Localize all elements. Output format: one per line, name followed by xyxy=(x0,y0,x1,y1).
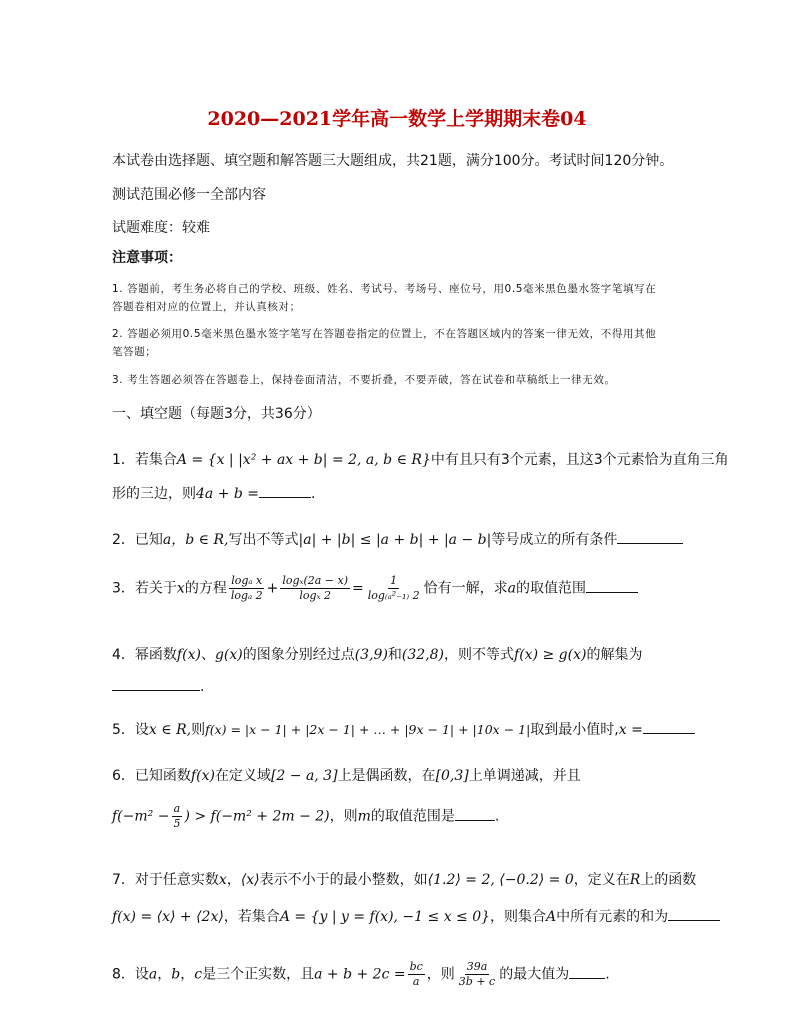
q3-fraction-2: $\frac{\text{logₓ(2a − x)}}{\text{logₓ 2}}$ xyxy=(282,574,349,602)
question-2 xyxy=(112,529,683,549)
q1-text-after: 中有且只有3个元素，且这3个元素恰为直角三角 xyxy=(430,452,729,468)
q5-answer-blank[interactable] xyxy=(643,719,695,734)
notes-heading: 注意事项： xyxy=(112,250,182,266)
q7-text-2: ，若集合 xyxy=(223,909,280,925)
q7-set: A = {y | y = f(x), −1 ≤ x ≤ 0} xyxy=(279,909,491,925)
q4-inequality: f(x) ≥ g(x) xyxy=(514,647,587,663)
intro-line: 本试卷由选择题、填空题和解答题三大题组成，共21题，满分100分。考试时间120分钟。 xyxy=(112,153,674,169)
q2-inequality: |a| + |b| ≤ |a + b| + |a − b| xyxy=(298,532,492,548)
q6-domain: [2 − a, 3] xyxy=(270,768,338,784)
q1-text-2: 形的三边，则 xyxy=(112,486,196,502)
q3-fraction-1: $\frac{\text{logₐ x}}{\text{logₐ 2}}$ xyxy=(230,574,263,602)
q7-function: f(x) = ⟨x⟩ + ⟨2x⟩ xyxy=(112,909,224,925)
q4-text-mid: 的图象分别经过点 xyxy=(242,647,355,663)
q8-comma-1: ， xyxy=(157,966,172,983)
q7-ceil: ⟨x⟩ xyxy=(240,872,260,888)
q8-fraction-2: $\frac{39a}{3b + c}$ xyxy=(458,960,496,988)
question-8: 8．设a，b，c是三个正实数，且a + b + 2c = $\frac{bc}{a}$ ，则 $\frac{39a}{3b + c}$ 的最大值为 . xyxy=(112,960,610,988)
q7-A: A xyxy=(546,909,557,925)
q5-text-after: 取到最小值时, xyxy=(530,722,619,738)
exam-title: 2020—2021学年高一数学上学期期末卷04 xyxy=(207,108,587,130)
q7-text-4: 中所有元素的和为 xyxy=(556,909,669,925)
q7-text-after: 上的函数 xyxy=(640,872,697,888)
q7-examples: ⟨1.2⟩ = 2, ⟨−0.2⟩ = 0 xyxy=(427,872,574,888)
q2-text: 2．已知 xyxy=(112,532,163,548)
question-7-line-2 xyxy=(112,906,720,926)
q4-and: 和 xyxy=(387,647,402,663)
question-7-line-1 xyxy=(112,869,696,889)
q1-set-formula: A = {x | |x² + ax + b| = 2, a, b ∈ R} xyxy=(176,452,431,468)
q8-comma-2: ， xyxy=(180,966,195,983)
q6-text-after: 上单调递减，并且 xyxy=(468,768,581,784)
question-5 xyxy=(112,719,695,739)
q2-answer-blank[interactable] xyxy=(617,529,683,544)
q3-var-a: a xyxy=(507,580,516,597)
question-4 xyxy=(112,644,642,664)
q2-text-after: 等号成立的所有条件 xyxy=(491,532,618,548)
q7-text-mid: 表示不小于的最小整数，如 xyxy=(259,872,428,888)
difficulty-line: 试题难度：较难 xyxy=(112,220,210,236)
q3-text: 3．若关于 xyxy=(112,580,177,597)
q4-answer-blank[interactable] xyxy=(112,676,200,691)
q6-var-m: m xyxy=(357,808,371,825)
q7-comma: ， xyxy=(226,872,241,888)
q6-text-mid-3: ，则 xyxy=(329,808,358,825)
q3-text-end: 的取值范围 xyxy=(515,580,586,597)
q2-vars: a，b ∈ R, xyxy=(162,532,229,548)
q6-text-end: 的取值范围是 xyxy=(370,808,455,825)
q8-a: a xyxy=(148,966,158,983)
q4-f: f(x) xyxy=(176,647,201,663)
q2-text-mid: 写出不等式 xyxy=(228,532,299,548)
q6-interval: [0,3] xyxy=(435,768,469,784)
q4-sep: 、 xyxy=(200,647,215,663)
question-1-line-1 xyxy=(112,449,729,469)
q7-text-mid-2: ，定义在 xyxy=(573,872,630,888)
q5-function: f(x) = |x − 1| + |2x − 1| + … + |9x − 1| + |10x − 1| xyxy=(205,722,531,737)
q4-text: 4．幂函数 xyxy=(112,647,177,663)
q1-text: 1．若集合 xyxy=(112,452,177,468)
q3-fraction-3: $\frac{1}{\text{log₍ₐ²₋₁₎ 2}}$ xyxy=(367,574,420,602)
q8-fraction-1: $\frac{bc}{a}$ xyxy=(409,960,423,988)
q8-answer-blank[interactable] xyxy=(569,964,605,979)
note-3-line: 3. 考生答题必须答在答题卷上，保持卷面清洁，不要折叠，不要弄破，答在试卷和草稿纸上一律无效。 xyxy=(112,374,616,386)
q8-text: 8．设 xyxy=(112,966,149,983)
q7-text: 7．对于任意实数 xyxy=(112,872,219,888)
q8-text-after: 的最大值为 xyxy=(499,966,570,983)
question-1-line-2: 形的三边，则4a + b = . xyxy=(112,483,315,503)
question-4-line-2: . xyxy=(112,676,204,695)
q3-text-after: 恰有一解，求 xyxy=(423,580,508,597)
q6-text: 6．已知函数 xyxy=(112,768,191,784)
q3-var-x: x xyxy=(176,580,185,597)
note-1-line-1: 1. 答题前，考生务必将自己的学校、班级、姓名、考试号、考场号、座位号，用0.5毫米黑色墨水签字笔填写在 xyxy=(112,283,657,295)
q8-b: b xyxy=(171,966,181,983)
q7-var-x: x xyxy=(218,872,227,888)
q5-text-mid: 则 xyxy=(191,722,206,738)
q1-expression: 4a + b = xyxy=(196,486,260,502)
note-2-line-1: 2. 答题必须用0.5毫米黑色墨水签字笔写在答题卷指定的位置上，不在答题区域内的答案一律无效，不得用其他 xyxy=(112,328,657,340)
q6-answer-blank[interactable] xyxy=(455,806,495,821)
q6-text-mid: 在定义域 xyxy=(214,768,271,784)
q7-answer-blank[interactable] xyxy=(668,906,720,921)
q5-domain: x ∈ R, xyxy=(148,722,192,738)
q8-text-mid-2: ，则 xyxy=(426,966,455,983)
note-2-line-2: 笔答题； xyxy=(112,346,157,358)
question-6-line-1 xyxy=(112,765,581,785)
q7-text-3: ，则集合 xyxy=(490,909,547,925)
q6-text-mid-2: 上是偶函数，在 xyxy=(337,768,436,784)
scope-line: 测试范围必修一全部内容 xyxy=(112,187,266,203)
note-1-line-2: 答题卷相对应的位置上，并认真核对； xyxy=(112,301,301,313)
q8-text-mid: 是三个正实数，且 xyxy=(202,966,315,983)
q4-point-1: (3,9) xyxy=(354,647,388,663)
q6-rhs: ) > f(−m² + 2m − 2) xyxy=(184,808,330,825)
q3-text-mid: 的方程 xyxy=(184,580,227,597)
q6-f: f(x) xyxy=(190,768,215,784)
q4-text-mid-2: ，则不等式 xyxy=(444,647,515,663)
q6-lhs: f(−m² − xyxy=(112,808,170,825)
q5-x-eq: x = xyxy=(618,722,643,738)
q5-text: 5．设 xyxy=(112,722,149,738)
q8-condition: a + b + 2c = xyxy=(314,966,406,983)
q1-answer-blank[interactable] xyxy=(259,483,311,498)
q6-fraction: $\frac{a}{5}$ xyxy=(173,802,181,830)
q8-c: c xyxy=(194,966,203,983)
question-6-line-2: f(−m² − $\frac{a}{5}$ ) > f(−m² + 2m − 2)，则m的取值范围是 . xyxy=(112,802,500,830)
section-heading: 一、填空题（每题3分，共36分） xyxy=(112,406,321,422)
q3-answer-blank[interactable] xyxy=(586,578,638,593)
q4-g: g(x) xyxy=(214,647,243,663)
question-3: 3．若关于x的方程 $\frac{\text{logₐ x}}{\text{logₐ 2}}$ + $\frac{\text{logₓ(2a − x)}}{\text{logₓ 2}}$ = $\frac{1}{\text{log₍ₐ²₋₁₎ 2}}$ 恰有一解，求a的取值范围 xyxy=(112,574,638,603)
q4-point-2: (32,8) xyxy=(401,647,445,663)
q4-text-after: 的解集为 xyxy=(586,647,643,663)
q7-R: R xyxy=(629,872,641,888)
